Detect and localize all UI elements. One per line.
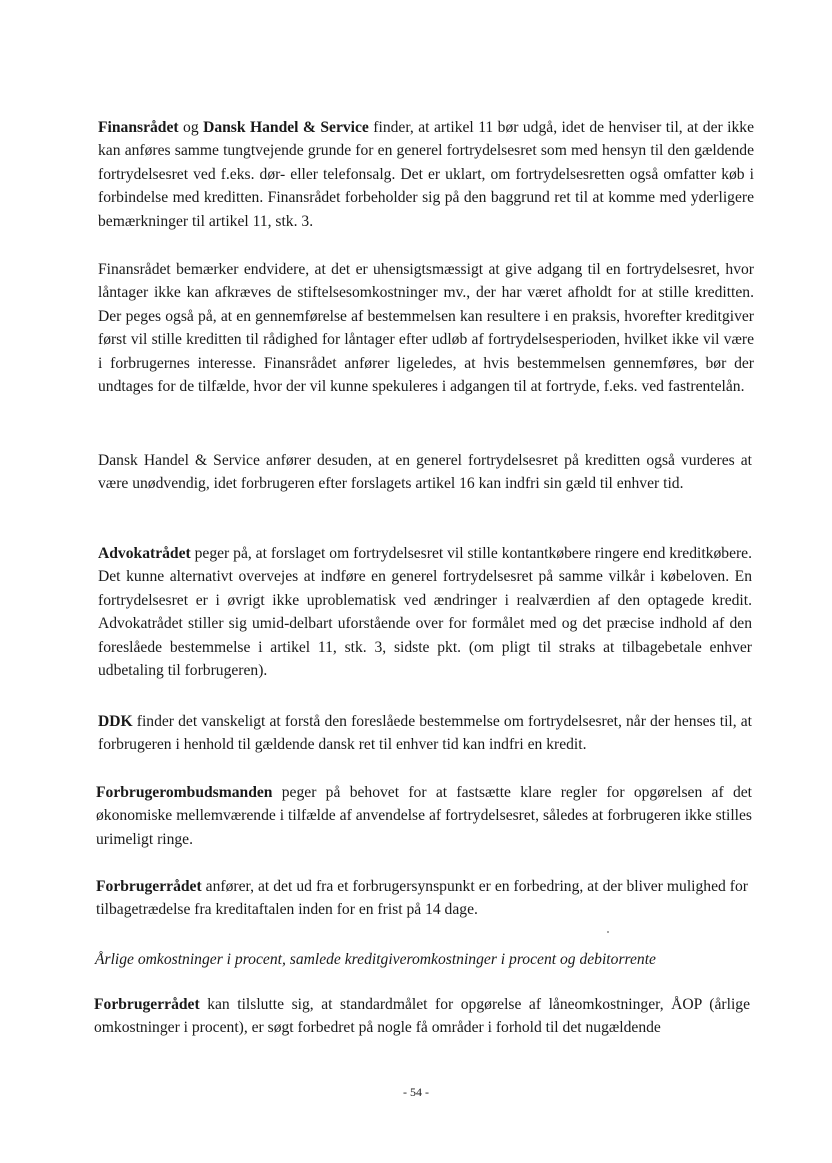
paragraph-forbrugerraadet-fortrydelse (96, 875, 748, 922)
paragraph-dansk-handel-desuden (98, 449, 752, 496)
paragraph-text: Finansrådet bemærker endvidere, at det er uhensigtsmæssigt at give adgang til en fortrydelsesret, hvor låntager ikke kan afkræves de stiftelsesomkostninger mv., der har været afholdt for at stille kreditten. Der peges også på, at en gennemførelse af bestemmelsen kan resultere i en praksis, hvorefter kreditgiver først vil stille kreditten til rådighed for låntager efter udløb af fortrydelsesperioden, hvilket ikke vil være i forbrugernes interesse. Finansrådet anfører ligeledes, at hvis bestemmelsen gennemføres, bør der undtages for de tilfælde, hvor der vil kunne spekuleres i adgangen til at fortryde, f.eks. ved fastrentelån. (98, 261, 754, 396)
paragraph-text: anfører, at det ud fra et forbrugersynspunkt er en forbedring, at der bliver mulighed for tilbagetrædelse fra kreditaftalen inden for en frist på 14 dage. (96, 878, 748, 919)
paragraph-ddk (98, 710, 752, 757)
paragraph-finansraadet-dansk-handel (98, 116, 754, 233)
paragraph-text: peger på behovet for at fastsætte klare regler for opgørelsen af det økonomiske mellemværende i tilfælde af anvendelse af fortrydelsesret, således at forbrugeren ikke stilles urimeligt ringe. (96, 784, 752, 848)
paragraph-text: peger på, at forslaget om fortrydelsesret vil stille kontantkøbere ringere end kreditkøbere. Det kunne alternativt overvejes at indføre en generel fortrydelsesret på samme vilkår i købeloven. En fortrydelsesret er i øvrigt ikke uproblematisk ved ændringer i realværdien af den optagede kredit. Advokatrådet stiller sig umid-delbart uforstående over for formålet med og det præcise indhold af den foreslåede bestemmelse i artikel 11, stk. 3, sidste pkt. (om pligt til straks at tilbagebetale enhver udbetaling til forbrugeren). (98, 545, 752, 680)
paragraph-finansraadet-endvidere (98, 258, 754, 398)
paragraph-forbrugerombudsmanden (96, 781, 752, 851)
scan-speck (607, 931, 609, 933)
paragraph-forbrugerraadet-aop (94, 993, 750, 1040)
paragraph-bold-lead: Forbrugerrådet (96, 878, 202, 895)
paragraph-bold-lead: Forbrugerombudsmanden (96, 784, 273, 801)
paragraph-bold-lead: DDK (98, 713, 133, 730)
paragraph-bold-lead: Forbrugerrådet (94, 996, 200, 1013)
section-heading: Årlige omkostninger i procent, samlede kreditgiveromkostninger i procent og debitorrente (95, 951, 656, 968)
paragraph-bold-lead-2: Dansk Handel & Service (203, 119, 369, 136)
paragraph-connector: og (178, 119, 204, 136)
paragraph-bold-lead: Finansrådet (98, 119, 179, 136)
paragraph-bold-lead: Advokatrådet (98, 545, 191, 562)
paragraph-text: Dansk Handel & Service anfører desuden, at en generel fortrydelsesret på kreditten også vurderes at være unødvendig, idet forbrugeren efter forslagets artikel 16 kan indfri sin gæld til enhver tid. (98, 452, 752, 493)
paragraph-advokatraadet (98, 542, 752, 682)
paragraph-text: finder det vanskeligt at forstå den foreslåede bestemmelse om fortrydelsesret, når der henses til, at forbrugeren i henhold til gældende dansk ret til enhver tid kan indfri en kredit. (98, 713, 752, 754)
paragraph-text: finder, at artikel 11 bør udgå, idet de henviser til, at der ikke kan anføres samme tungtvejende grunde for en generel fortrydelsesret som med hensyn til den gældende fortrydelsesret ved f.eks. dør- eller telefonsalg. Det er uklart, om fortrydelsesretten også omfatter køb i forbindelse med kreditten. Finansrådet forbeholder sig på den baggrund ret til at komme med yderligere bemærkninger til artikel 11, stk. 3. (98, 119, 755, 230)
page-number: - 54 - (403, 1085, 429, 1099)
paragraph-text: kan tilslutte sig, at standardmålet for opgørelse af låneomkostninger, ÅOP (årlige omkostninger i procent), er søgt forbedret på nogle få områder i forhold til det nugældende (94, 996, 750, 1037)
